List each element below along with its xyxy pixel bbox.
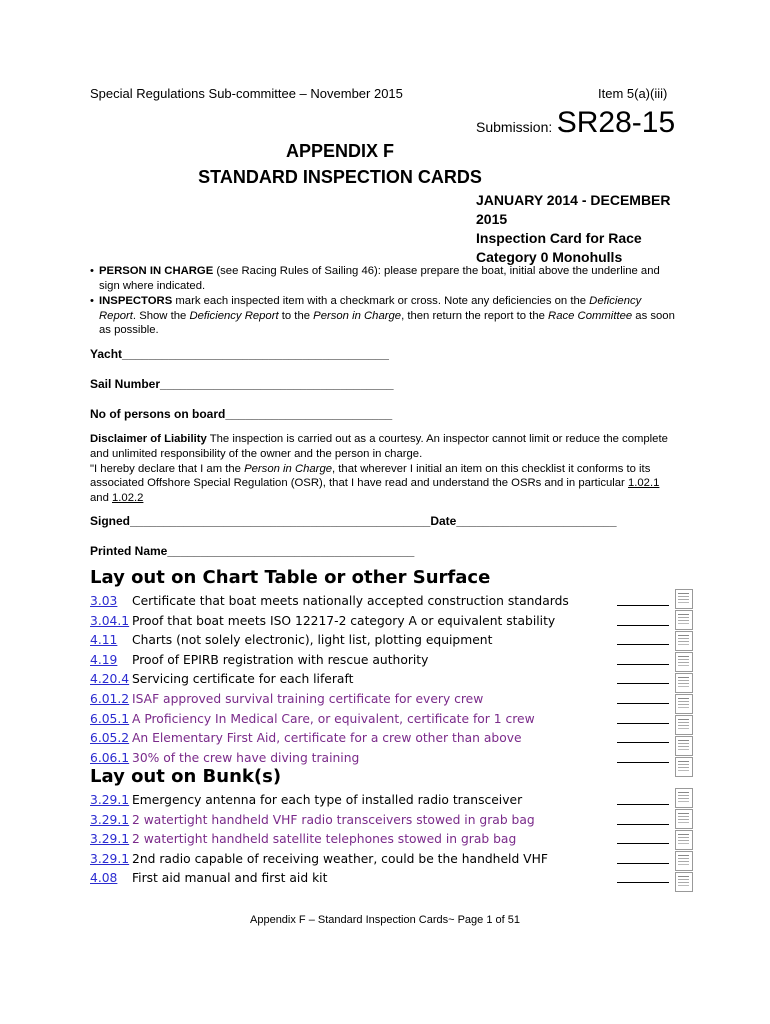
page-footer: Appendix F – Standard Inspection Cards~ Page 1 of 51 [250, 914, 520, 926]
initial-line[interactable] [617, 703, 669, 704]
checklist-item-text: First aid manual and first aid kit [132, 871, 328, 886]
instructions-list [90, 264, 680, 339]
initial-line[interactable] [617, 605, 669, 606]
submission-code: SR28-15 [556, 106, 676, 139]
sail-number-field[interactable]: Sail Number___________________________________ [90, 377, 394, 391]
initial-line[interactable] [617, 625, 669, 626]
osr-reference-link[interactable]: 3.29.1 [90, 851, 130, 866]
header-committee: Special Regulations Sub-committee – November 2015 [90, 86, 403, 101]
initial-line[interactable] [617, 824, 669, 825]
note-thumbnail [675, 610, 693, 630]
note-thumbnail [675, 715, 693, 735]
checklist-item-text: Servicing certificate for each liferaft [132, 672, 354, 687]
card-type-line-2: Category 0 Monohulls [476, 249, 623, 265]
instruction-text: . Show the [132, 309, 190, 322]
note-thumbnail [675, 809, 693, 829]
initial-line[interactable] [617, 804, 669, 805]
checklist-item-text: 2nd radio capable of receiving weather, could be the handheld VHF [132, 851, 548, 866]
note-thumbnail [675, 788, 693, 808]
checklist-item [90, 612, 690, 631]
instruction-inspectors [90, 294, 680, 338]
note-thumbnail [675, 694, 693, 714]
note-thumbnail [675, 631, 693, 651]
note-thumbnail [675, 851, 693, 871]
checklist-item-text: Emergency antenna for each type of installed radio transceiver [132, 793, 523, 807]
checklist-item-text: Proof that boat meets ISO 12217-2 category A or equivalent stability [132, 613, 556, 628]
osr-reference-link[interactable]: 3.04.1 [90, 613, 130, 628]
checklist-item-text: An Elementary First Aid, certificate for a crew other than above [132, 731, 522, 746]
checklist-item [90, 749, 690, 768]
instruction-italic: Person in Charge [313, 309, 402, 322]
checklist-item-text: 30% of the crew have diving training [132, 750, 360, 765]
checklist-item [90, 690, 690, 709]
note-column-chart-table [675, 589, 693, 778]
checklist-item [90, 592, 690, 611]
initial-line[interactable] [617, 644, 669, 645]
checklist-item [90, 850, 690, 869]
instruction-person-in-charge [90, 264, 680, 293]
declaration-text: and [90, 492, 112, 505]
initial-line[interactable] [617, 723, 669, 724]
disclaimer-paragraph [90, 432, 680, 462]
period-line-1: JANUARY 2014 - DECEMBER [476, 192, 671, 208]
initial-line[interactable] [617, 762, 669, 763]
section-title-chart-table: Lay out on Chart Table or other Surface [90, 567, 491, 588]
checklist-item [90, 791, 690, 810]
submission-label: Submission: [476, 119, 553, 135]
osr-reference-link[interactable]: 4.08 [90, 871, 118, 886]
note-thumbnail [675, 673, 693, 693]
initial-line[interactable] [617, 683, 669, 684]
instruction-bold: PERSON IN CHARGE [99, 265, 214, 277]
checklist-item-text: Certificate that boat meets nationally accepted construction standards [132, 594, 569, 608]
yacht-field[interactable]: Yacht________________________________________ [90, 347, 389, 361]
printed-name-field[interactable]: Printed Name_____________________________________ [90, 544, 415, 558]
osr-reference-link[interactable]: 6.01.2 [90, 692, 130, 706]
osr-reference-link[interactable]: 4.20.4 [90, 672, 130, 687]
osr-reference-link[interactable]: 4.11 [90, 633, 118, 648]
checklist-item-text: A Proficiency In Medical Care, or equivalent, certificate for 1 crew [132, 711, 535, 726]
osr-reference-link[interactable]: 6.06.1 [90, 750, 130, 765]
declaration-text: "I hereby declare that I am the [90, 462, 245, 475]
note-thumbnail [675, 872, 693, 892]
osr-reference-link[interactable]: 3.29.1 [90, 832, 130, 847]
checklist-item [90, 869, 690, 888]
initial-line[interactable] [617, 863, 669, 864]
checklist-item [90, 710, 690, 729]
page-title [110, 138, 570, 190]
card-type-line-1: Inspection Card for Race [476, 230, 642, 246]
checklist-item-text: 2 watertight handheld VHF radio transceivers stowed in grab bag [132, 812, 535, 827]
signed-date-field[interactable]: Signed_____________________________________________Date________________________ [90, 514, 617, 528]
osr-reference-link[interactable]: 3.29.1 [90, 812, 130, 827]
title-cards: STANDARD INSPECTION CARDS [198, 167, 482, 187]
note-thumbnail [675, 736, 693, 756]
instruction-italic: Race Committee [548, 309, 633, 322]
checklist-item-text: Proof of EPIRB registration with rescue authority [132, 652, 429, 667]
initial-line[interactable] [617, 882, 669, 883]
osr-reference-link[interactable]: 3.03 [90, 594, 118, 608]
instruction-italic: Deficiency Report [189, 309, 279, 322]
checklist-item [90, 631, 690, 650]
declaration-text: , that wherever I initial an item on this checklist it conforms to its associated Offshore Special Regulation (OSR), that I have read and understand the OSRs and in particular [90, 462, 651, 490]
checklist-item [90, 670, 690, 689]
checklist-item [90, 651, 690, 670]
declaration-italic: Person in Charge [244, 462, 333, 475]
instruction-italic: Deficiency Report [99, 295, 642, 322]
osr-link-1-02-2[interactable]: 1.02.2 [112, 492, 144, 505]
note-thumbnail [675, 830, 693, 850]
osr-link-1-02-1[interactable]: 1.02.1 [627, 477, 660, 490]
submission-line [476, 106, 675, 140]
note-thumbnail [675, 652, 693, 672]
osr-reference-link[interactable]: 4.19 [90, 652, 118, 667]
note-column-bunks [675, 788, 693, 893]
instruction-text: to the [278, 309, 314, 322]
title-appendix: APPENDIX F [285, 141, 395, 161]
persons-on-board-field[interactable]: No of persons on board_________________________ [90, 407, 393, 421]
osr-reference-link[interactable]: 6.05.1 [90, 711, 130, 726]
initial-line[interactable] [617, 843, 669, 844]
instruction-text: as soon as possible. [99, 309, 675, 336]
section-title-bunks: Lay out on Bunk(s) [90, 766, 282, 787]
header-item-number: Item 5(a)(iii) [598, 86, 668, 101]
initial-line[interactable] [617, 742, 669, 743]
disclaimer [90, 432, 680, 506]
checklist-item [90, 830, 690, 849]
instruction-text: mark each inspected item with a checkmark or cross. Note any deficiencies on the [172, 295, 590, 307]
period-line-2: 2015 [476, 211, 508, 227]
instruction-text: (see Racing Rules of Sailing 46): please prepare the boat, initial above the underline and sign where indicated. [99, 265, 660, 292]
note-thumbnail [675, 757, 693, 777]
note-thumbnail [675, 589, 693, 609]
checklist-item [90, 811, 690, 830]
osr-reference-link[interactable]: 3.29.1 [90, 793, 130, 807]
checklist-item-text: Charts (not solely electronic), light list, plotting equipment [132, 633, 493, 648]
initial-line[interactable] [617, 664, 669, 665]
checklist-item-text: 2 watertight handheld satellite telephones stowed in grab bag [132, 832, 517, 847]
disclaimer-text: The inspection is carried out as a courtesy. An inspector cannot limit or reduce the complete and unlimited responsibility of the owner and the person in charge. [90, 433, 668, 460]
checklist-item-text: ISAF approved survival training certificate for every crew [132, 692, 484, 706]
checklist-item [90, 729, 690, 748]
card-period-block [476, 191, 716, 267]
instruction-text: , then return the report to the [401, 309, 549, 322]
instruction-bold: INSPECTORS [99, 295, 173, 307]
disclaimer-heading: Disclaimer of Liability [90, 433, 207, 445]
osr-reference-link[interactable]: 6.05.2 [90, 731, 130, 746]
declaration-paragraph [90, 462, 680, 506]
